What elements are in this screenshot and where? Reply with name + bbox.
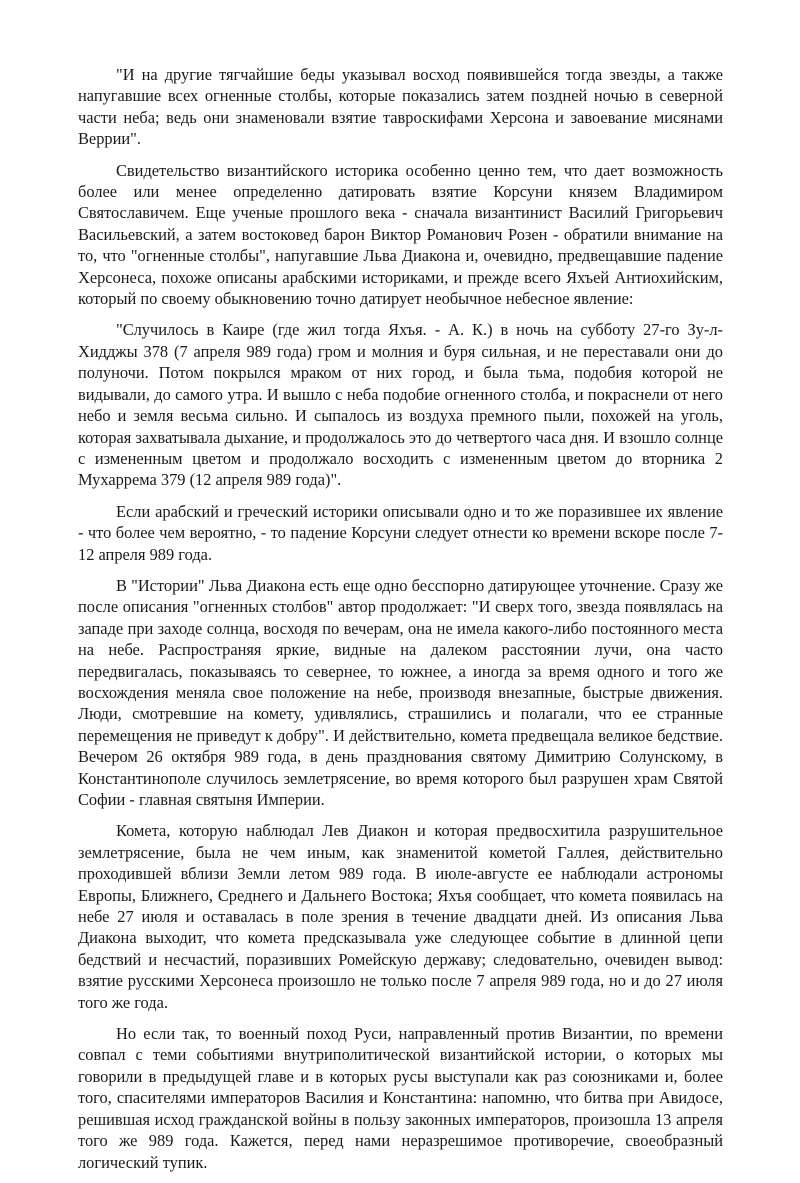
paragraph-byzantine-historian: Свидетельство византийского историка особенно ценно тем, что дает возможность более или менее определенно датировать взятие Корсуни князем Владимиром Святославичем. Еще ученые прошлого века - сначала византинист Василий Григорьевич Васильевский, а затем востоковед барон Виктор Романович Розен - обратили внимание на то, что "огненные столбы", напугавшие Льва Диакона и, очевидно, предвещавшие падение Херсонеса, похоже описаны арабскими историками, и прежде всего Яхъей Антиохийским, который по своему обыкновению точно датирует необычное небесное явление: <box>78 160 723 309</box>
paragraph-contradiction: Но если так, то военный поход Руси, направленный против Византии, по времени совпал с теми событиями внутриполитической византийской истории, о которых мы говорили в предыдущей главе и в которых русы выступали как раз союзниками и, более того, спасителями императоров Василия и Константина: напомню, что битва при Авидосе, решившая исход гражданской войны в пользу законных императоров, произошла 13 апреля того же 989 года. Кажется, перед нами неразрешимое противоречие, своеобразный логический тупик. <box>78 1024 723 1172</box>
paragraph-quote-leo-deacon: "И на другие тягчайшие беды указывал восход появившейся тогда звезды, а также напугавшие всех огненные столбы, которые показались затем поздней ночью в северной части неба; ведь они знаменовали взятие тавроскифами Херсона и завоевание мисянами Веррии". <box>78 65 723 149</box>
paragraph-comet-description: В "Истории" Льва Диакона есть еще одно бесспорно датирующее уточнение. Сразу же после описания "огненных столбов" автор продолжает: "И сверх того, звезда появлялась на западе при заходе солнца, восходя по вечерам, она не имела какого-либо постоянного места на небе. Распространяя яркие, видные на далеком расстоянии лучи, она часто передвигалась, показываясь то севернее, то южнее, а иногда за время одного и того же восхождения меняла свое положение на небе, производя внезапные, быстрые движения. Люди, смотревшие на комету, удивлялись, страшились и полагали, что ее странные перемещения не приведут к добру". И действительно, комета предвещала великое бедствие. Вечером 26 октября 989 года, в день празднования святому Димитрию Солунскому, в Константинополе случилось землетрясение, во время которого был разрушен храм Святой Софии - главная святыня Империи. <box>78 575 723 809</box>
paragraph-dating-conclusion: Если арабский и греческий историки описывали одно и то же поразившее их явление - что более чем вероятно, - то падение Корсуни следует отнести ко времени вскоре после 7-12 апреля 989 года. <box>78 501 723 564</box>
paragraph-halley-comet: Комета, которую наблюдал Лев Диакон и которая предвосхитила разрушительное землетрясение, была не чем иным, как знаменитой кометой Галлея, действительно проходившей вблизи Земли летом 989 года. В июле-августе ее наблюдали астрономы Европы, Ближнего, Среднего и Дальнего Востока; Яхъя сообщает, что комета появилась на небе 27 июля и оставалась в поле зрения в течение двадцати дней. Из описания Льва Диакона выходит, что комета предсказывала уже следующее событие в длинной цепи бедствий и несчастий, поразивших Ромейскую державу; следовательно, очевиден вывод: взятие русскими Херсонеса произошло не только после 7 апреля 989 года, но и до 27 июля того же года. <box>78 821 723 1012</box>
document-page <box>78 64 723 1183</box>
paragraph-quote-yahya: "Случилось в Каире (где жил тогда Яхъя. - А. К.) в ночь на субботу 27-го Зу-л-Хидджы 378 (7 апреля 989 года) гром и молния и буря сильная, и не переставали они до полуночи. Потом покрылся мраком от них город, и была тьма, подобия которой не видывали, до самого утра. И вышло с неба подобие огненного столба, и покраснели от него небо и земля весьма сильно. И сыпалось из воздуха премного пыли, похожей на уголь, которая захватывала дыхание, и продолжалось это до четвертого часа дня. И взошло солнце с измененным цветом и продолжало восходить с измененным цветом до вторника 2 Мухаррема 379 (12 апреля 989 года)". <box>78 320 723 490</box>
